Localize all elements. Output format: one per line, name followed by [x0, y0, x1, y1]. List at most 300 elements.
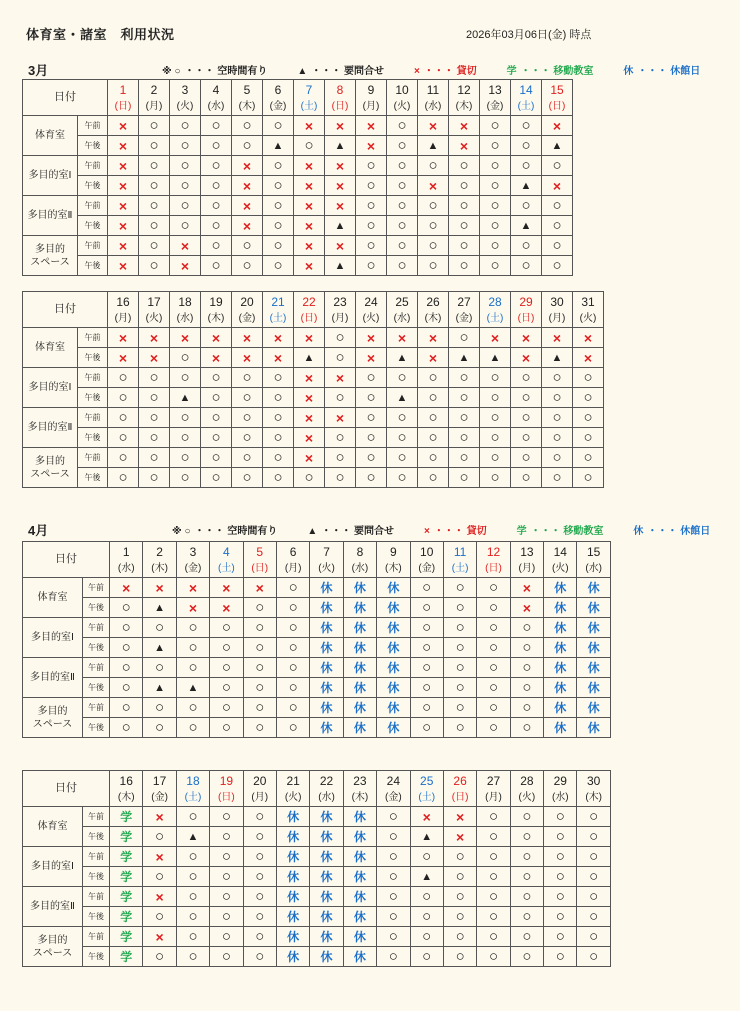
available-mark: ○: [397, 177, 407, 194]
available-mark: ○: [188, 719, 198, 736]
status-cell: [176, 578, 209, 598]
status-cell: [510, 947, 543, 967]
day-number: 16: [108, 292, 139, 312]
available-mark: ○: [397, 117, 407, 134]
status-cell: [325, 156, 356, 176]
room-name: 体育室: [23, 807, 83, 847]
status-cell: [480, 236, 511, 256]
status-cell: [477, 907, 510, 927]
status-cell: [510, 638, 543, 658]
available-mark: ○: [459, 469, 469, 486]
reserved-mark: ×: [155, 928, 164, 945]
weekday: (水): [343, 561, 376, 578]
status-cell: [477, 718, 510, 738]
slot-am: 午前: [78, 448, 108, 468]
status-cell: [577, 578, 610, 598]
status-cell: [410, 887, 443, 907]
available-mark: ○: [211, 177, 221, 194]
status-cell: [343, 718, 376, 738]
weekday: (火): [276, 790, 309, 807]
available-mark: ○: [304, 137, 314, 154]
field-class-mark: 学: [120, 929, 133, 944]
weekday: (火): [139, 311, 170, 328]
day-number: 11: [418, 80, 449, 100]
status-cell: [477, 807, 510, 827]
reserved-mark: ×: [397, 329, 407, 346]
available-mark: ○: [188, 928, 198, 945]
day-number: 9: [356, 80, 387, 100]
available-mark: ○: [455, 948, 465, 965]
weekday: (水): [387, 311, 418, 328]
status-cell: [477, 618, 510, 638]
available-mark: ○: [555, 808, 565, 825]
status-cell: [343, 807, 376, 827]
available-mark: ○: [397, 157, 407, 174]
available-mark: ○: [490, 389, 500, 406]
reserved-mark: ×: [422, 808, 431, 825]
day-number: 28: [510, 771, 543, 791]
available-mark: ○: [522, 868, 532, 885]
status-cell: [449, 448, 480, 468]
status-cell: [276, 638, 309, 658]
available-mark: ○: [242, 237, 252, 254]
weekday: (水): [170, 311, 201, 328]
day-number: 2: [139, 80, 170, 100]
status-cell: [542, 236, 573, 256]
closed-mark: 休: [387, 640, 400, 655]
reserved-mark: ×: [335, 177, 345, 194]
status-cell: [243, 867, 276, 887]
available-mark: ○: [552, 197, 562, 214]
inquire-mark: ▲: [520, 220, 532, 232]
status-cell: [573, 328, 604, 348]
table-row: [23, 156, 573, 176]
status-cell: [143, 698, 176, 718]
available-mark: ○: [522, 928, 532, 945]
available-mark: ○: [121, 599, 131, 616]
closed-mark: 休: [587, 720, 600, 735]
status-cell: [294, 176, 325, 196]
available-mark: ○: [428, 429, 438, 446]
field-class-mark: 学: [120, 869, 133, 884]
weekday: (木): [201, 311, 232, 328]
available-mark: ○: [428, 389, 438, 406]
status-cell: [110, 658, 143, 678]
available-mark: ○: [366, 177, 376, 194]
available-mark: ○: [273, 237, 283, 254]
status-cell: [276, 847, 309, 867]
available-mark: ○: [149, 197, 159, 214]
status-cell: [139, 448, 170, 468]
status-cell: [110, 927, 143, 947]
available-mark: ○: [488, 679, 499, 696]
status-cell: [377, 827, 410, 847]
status-cell: [170, 448, 201, 468]
status-cell: [170, 428, 201, 448]
available-mark: ○: [428, 257, 438, 274]
reserved-mark: ×: [242, 217, 252, 234]
inquire-mark: ▲: [334, 220, 346, 232]
table-row: [23, 348, 604, 368]
status-cell: [418, 408, 449, 428]
status-cell: [418, 428, 449, 448]
day-number: 23: [325, 292, 356, 312]
status-cell: [511, 428, 542, 448]
reserved-mark: ×: [222, 599, 231, 616]
day-number: 15: [542, 80, 573, 100]
slot-pm: 午後: [83, 867, 110, 887]
status-cell: [294, 236, 325, 256]
status-cell: [170, 328, 201, 348]
status-cell: [110, 807, 143, 827]
legend-symbol: 休: [633, 526, 644, 537]
closed-mark: 休: [554, 680, 567, 695]
closed-mark: 休: [387, 600, 400, 615]
status-cell: [276, 658, 309, 678]
weekday: (水): [577, 561, 610, 578]
status-cell: [210, 867, 243, 887]
legend-symbol: 学: [506, 66, 517, 77]
status-cell: [544, 947, 577, 967]
status-cell: [310, 847, 343, 867]
day-number: 18: [176, 771, 209, 791]
room-name: 多目的室Ⅰ: [23, 368, 78, 408]
weekday: (火): [387, 99, 418, 116]
day-number: 24: [356, 292, 387, 312]
available-mark: ○: [488, 719, 499, 736]
status-cell: [418, 468, 449, 488]
available-mark: ○: [188, 808, 198, 825]
weekday: (土): [294, 99, 325, 116]
available-mark: ○: [149, 449, 159, 466]
slot-pm: 午後: [83, 598, 110, 618]
day-number: 30: [542, 292, 573, 312]
closed-mark: 休: [353, 849, 366, 864]
closed-mark: 休: [353, 680, 366, 695]
closed-mark: 休: [353, 720, 366, 735]
available-mark: ○: [335, 449, 345, 466]
available-mark: ○: [121, 719, 131, 736]
weekday: (金): [377, 790, 410, 807]
status-cell: [176, 618, 209, 638]
available-mark: ○: [459, 389, 469, 406]
day-number: 29: [511, 292, 542, 312]
status-cell: [577, 698, 610, 718]
available-mark: ○: [397, 137, 407, 154]
legend-item: [623, 66, 704, 77]
available-mark: ○: [366, 389, 376, 406]
weekday: (火): [573, 311, 604, 328]
status-cell: [480, 196, 511, 216]
available-mark: ○: [255, 699, 265, 716]
reserved-mark: ×: [211, 329, 221, 346]
available-mark: ○: [521, 409, 531, 426]
status-cell: [325, 176, 356, 196]
status-cell: [343, 827, 376, 847]
inquire-mark: ▲: [427, 140, 439, 152]
available-mark: ○: [121, 619, 131, 636]
status-cell: [343, 598, 376, 618]
status-cell: [210, 658, 243, 678]
legend-item: [414, 66, 481, 77]
inquire-mark: ▲: [334, 140, 346, 152]
status-cell: [108, 116, 139, 136]
date-header: 日付: [23, 542, 110, 578]
available-mark: ○: [552, 257, 562, 274]
status-cell: [310, 578, 343, 598]
status-cell: [310, 658, 343, 678]
status-cell: [449, 116, 480, 136]
room-name: 多目的室Ⅱ: [23, 887, 83, 927]
reserved-mark: ×: [188, 599, 198, 616]
available-mark: ○: [366, 237, 376, 254]
available-mark: ○: [273, 257, 283, 274]
status-cell: [577, 618, 610, 638]
reserved-mark: ×: [304, 329, 314, 346]
closed-mark: 休: [353, 869, 366, 884]
available-mark: ○: [273, 469, 283, 486]
available-mark: ○: [555, 928, 565, 945]
status-cell: [294, 156, 325, 176]
status-cell: [276, 598, 309, 618]
status-cell: [263, 368, 294, 388]
available-mark: ○: [211, 197, 221, 214]
reserved-mark: ×: [118, 349, 128, 366]
status-cell: [343, 618, 376, 638]
status-cell: [210, 718, 243, 738]
status-cell: [108, 348, 139, 368]
page-title: 体育室・諸室 利用状況: [26, 27, 175, 42]
available-mark: ○: [552, 369, 562, 386]
status-cell: [108, 328, 139, 348]
status-cell: [356, 236, 387, 256]
status-cell: [577, 678, 610, 698]
status-cell: [356, 348, 387, 368]
inquire-mark: ▲: [272, 140, 284, 152]
inquire-mark: ▲: [396, 392, 408, 404]
closed-mark: 休: [353, 620, 366, 635]
table-row: [23, 658, 611, 678]
available-mark: ○: [155, 659, 165, 676]
status-cell: [510, 927, 543, 947]
status-cell: [139, 388, 170, 408]
available-mark: ○: [188, 659, 198, 676]
available-mark: ○: [589, 868, 599, 885]
available-mark: ○: [388, 868, 398, 885]
table-row: [23, 428, 604, 448]
status-cell: [110, 867, 143, 887]
status-cell: [480, 156, 511, 176]
status-cell: [232, 468, 263, 488]
status-cell: [232, 348, 263, 368]
available-mark: ○: [366, 449, 376, 466]
available-mark: ○: [180, 469, 190, 486]
legend-symbol: ×: [414, 66, 420, 77]
available-mark: ○: [255, 928, 265, 945]
status-cell: [263, 348, 294, 368]
closed-mark: 休: [320, 909, 333, 924]
weekday: (火): [510, 790, 543, 807]
reserved-mark: ×: [552, 329, 562, 346]
available-mark: ○: [555, 848, 565, 865]
status-cell: [443, 718, 476, 738]
status-cell: [510, 658, 543, 678]
status-cell: [542, 388, 573, 408]
status-cell: [176, 947, 209, 967]
weekday: (日): [210, 790, 243, 807]
status-cell: [294, 388, 325, 408]
status-cell: [176, 658, 209, 678]
status-cell: [210, 638, 243, 658]
status-cell: [310, 678, 343, 698]
status-cell: [210, 927, 243, 947]
weekday: (金): [143, 790, 176, 807]
available-mark: ○: [490, 157, 500, 174]
status-cell: [418, 256, 449, 276]
month-label: 4月: [28, 523, 49, 538]
status-cell: [544, 847, 577, 867]
available-mark: ○: [121, 659, 131, 676]
room-name: 多目的室Ⅰ: [23, 156, 78, 196]
status-cell: [139, 176, 170, 196]
status-cell: [573, 448, 604, 468]
day-number: 2: [143, 542, 176, 562]
weekday: (水): [201, 99, 232, 116]
available-mark: ○: [522, 699, 532, 716]
slot-am: 午前: [78, 408, 108, 428]
closed-mark: 休: [353, 929, 366, 944]
status-cell: [377, 578, 410, 598]
status-cell: [480, 348, 511, 368]
status-cell: [510, 698, 543, 718]
status-cell: [449, 408, 480, 428]
status-cell: [480, 216, 511, 236]
available-mark: ○: [552, 389, 562, 406]
inquire-mark: ▲: [551, 352, 563, 364]
table-row: [23, 807, 611, 827]
status-cell: [377, 718, 410, 738]
day-number: 13: [510, 542, 543, 562]
available-mark: ○: [488, 808, 499, 825]
available-mark: ○: [118, 409, 128, 426]
reserved-mark: ×: [155, 848, 164, 865]
available-mark: ○: [149, 137, 159, 154]
available-mark: ○: [422, 679, 432, 696]
available-mark: ○: [255, 868, 265, 885]
legend: [172, 522, 740, 537]
status-cell: [201, 468, 232, 488]
status-cell: [276, 578, 309, 598]
slot-am: 午前: [78, 196, 108, 216]
available-mark: ○: [522, 619, 532, 636]
status-cell: [143, 947, 176, 967]
status-cell: [108, 196, 139, 216]
table-row: [23, 368, 604, 388]
status-cell: [410, 638, 443, 658]
status-cell: [176, 678, 209, 698]
reserved-mark: ×: [335, 237, 345, 254]
status-cell: [449, 196, 480, 216]
status-cell: [176, 887, 209, 907]
status-cell: [377, 618, 410, 638]
reserved-mark: ×: [366, 117, 376, 134]
status-cell: [542, 156, 573, 176]
available-mark: ○: [455, 699, 465, 716]
available-mark: ○: [388, 848, 398, 865]
status-cell: [480, 388, 511, 408]
table-row: [23, 947, 611, 967]
available-mark: ○: [211, 469, 221, 486]
available-mark: ○: [459, 177, 469, 194]
available-mark: ○: [522, 848, 532, 865]
status-cell: [577, 807, 610, 827]
slot-pm: 午後: [83, 718, 110, 738]
slot-am: 午前: [78, 116, 108, 136]
closed-mark: 休: [287, 869, 300, 884]
weekday: (土): [410, 790, 443, 807]
legend-item: [162, 66, 271, 77]
available-mark: ○: [552, 237, 562, 254]
available-mark: ○: [211, 257, 221, 274]
status-cell: [443, 618, 476, 638]
legend-item: [424, 526, 491, 537]
reserved-mark: ×: [118, 157, 128, 174]
available-mark: ○: [522, 908, 532, 925]
status-cell: [387, 196, 418, 216]
weekday: (土): [480, 311, 511, 328]
available-mark: ○: [255, 808, 265, 825]
status-cell: [510, 827, 543, 847]
status-cell: [263, 448, 294, 468]
table-row: [23, 927, 611, 947]
closed-mark: 休: [587, 700, 600, 715]
reserved-mark: ×: [304, 389, 314, 406]
available-mark: ○: [455, 928, 465, 945]
status-cell: [263, 388, 294, 408]
status-cell: [170, 176, 201, 196]
closed-mark: 休: [554, 600, 567, 615]
reserved-mark: ×: [521, 349, 531, 366]
status-cell: [294, 196, 325, 216]
legend-symbol: 学: [516, 526, 527, 537]
status-cell: [110, 698, 143, 718]
status-cell: [310, 618, 343, 638]
status-cell: [243, 887, 276, 907]
status-cell: [243, 618, 276, 638]
status-cell: [243, 638, 276, 658]
available-mark: ○: [488, 619, 499, 636]
status-cell: [139, 256, 170, 276]
room-name: 体育室: [23, 116, 78, 156]
legend-text: ・・・ 空時間有り: [184, 66, 268, 77]
closed-mark: 休: [387, 620, 400, 635]
weekday: (日): [294, 311, 325, 328]
reserved-mark: ×: [552, 117, 562, 134]
weekday: (金): [449, 311, 480, 328]
status-cell: [542, 368, 573, 388]
status-cell: [449, 216, 480, 236]
table-row: [23, 867, 611, 887]
weekday: (月): [510, 561, 543, 578]
available-mark: ○: [521, 257, 531, 274]
available-mark: ○: [180, 117, 190, 134]
status-cell: [577, 847, 610, 867]
available-mark: ○: [273, 369, 283, 386]
day-number: 7: [294, 80, 325, 100]
inquire-mark: ▲: [520, 180, 532, 192]
reserved-mark: ×: [490, 329, 500, 346]
status-cell: [387, 176, 418, 196]
